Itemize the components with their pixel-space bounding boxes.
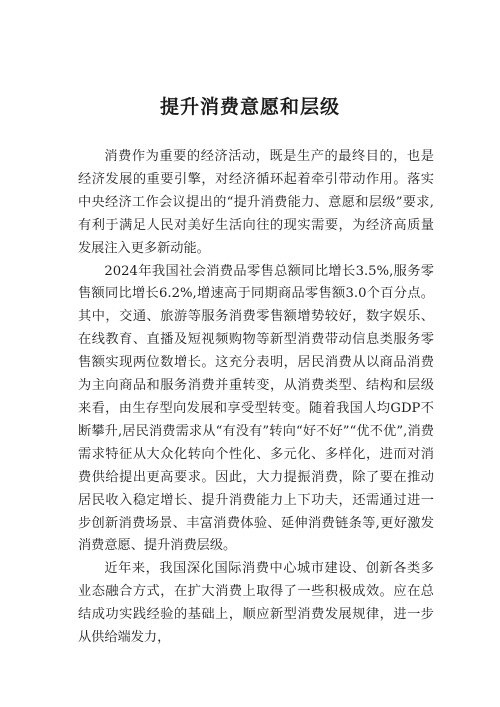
document-title: 提升消费意愿和层级 [159, 96, 340, 118]
paragraph: 近年来，我国深化国际消费中心城市建设、创新各类多业态融合方式，在扩大消费上取得了一些积极成效。应在总结成功实践经验的基础上，顺应新型消费发展规律，进一步从供给端发力， [78, 561, 434, 646]
paragraph: 消费作为重要的经济活动，既是生产的最终目的，也是经济发展的重要引擎，对经济循环起着牵引带动作用。落实中央经济工作会议提出的“提升消费能力、意愿和层级”要求,有利于满足人民对美好生活向往的现实需要，为经济高质量发展注入更多新动能。 [78, 149, 434, 256]
document-body [78, 146, 434, 650]
paragraph: 2024年我国社会消费品零售总额同比增长3.5%,服务零售额同比增长6.2%,增速高于同期商品零售额3.0个百分点。其中，交通、旅游等服务消费零售额增势较好，数字娱乐、在线教育、直播及短视频购物等新型消费带动信息类服务零售额实现两位数增长。这充分表明，居民消费从以商品消费为主向商品和服务消费并重转变，从消费类型、结构和层级来看，由生存型向发展和享受型转变。随着我国人均GDP不断攀升,居民消费需求从“有没有”转向“好不好”“优不优”,消费需求特征从大众化转向个性化、多元化、多样化，进而对消费供给提出更高要求。因此，大力提振消费，除了要在推动居民收入稳定增长、提升消费能力上下功夫，还需通过进一步创新消费场景、丰富消费体验、延伸消费链条等,更好激发消费意愿、提升消费层级。 [78, 263, 434, 554]
